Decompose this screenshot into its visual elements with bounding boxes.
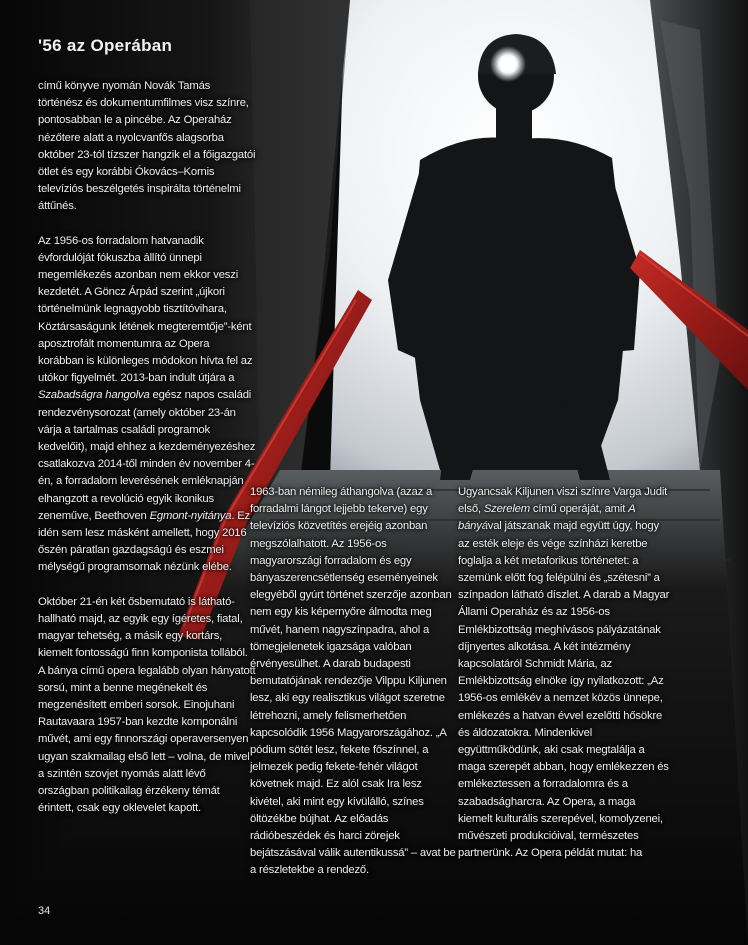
paragraph: Október 21-én két ősbemutató is látható-hallható majd, az egyik egy ígéretes, fiatal, magyar tehetség, a másik egy kortárs, kiemelt fontosságú finn komponista tollából. A bánya című opera legalább olyan hányatott sorsú, mint a benne megénekelt és megzenésített emberi sorsok. Einojuhani Rautavaara 1957-ban kezdte komponálni művét, ami egy finnországi operaversenyen ugyan szakmailag első lett – volna, de mivel a szintén szovjet nyomás alatt lévő országban politikailag érzékeny témát érintett, csak egy oklevelet kapott. — [38, 595, 256, 815]
text-column-2 — [250, 484, 458, 880]
paragraph: Ugyancsak Kiljunen viszi színre Varga Judit első, Szerelem című operáját, amit A bányával játszanak majd együtt úgy, hogy az esték eleje és vége színházi keretbe foglalja a két metaforikus történetet: a szemünk előtt fog felépülni és „szétesni” a színpadon látható díszlet. A darab a Magyar Állami Operaház és az 1956-os Emlékbizottság meghívásos pályázatának díjnyertes alkotása. A két intézmény kapcsolatáról Schmidt Mária, az Emlékbizottság elnöke így nyilatkozott: „Az 1956-os emlékév a nemzet közös ünnepe, emlékezés a hatvan évvel ezelőtti hősökre és áldozatokra. Mindenkivel együttműködünk, aki csak megtalálja a maga szerepét abban, hogy emlékezzen és emlékeztessen a forradalomra és a szabadságharcra. Az Opera, a maga kiemelt kulturális szerepével, komolyzenei, művészeti produkcióival, természetes partnerünk. Az Opera példát mutat: ha — [458, 486, 670, 860]
page-number: 34 — [38, 905, 51, 917]
article-title: '56 az Operában — [38, 36, 173, 55]
paragraph: című könyve nyomán Novák Tamás történész és dokumentumfilmes visz színre, pontosabban le a pincébe. Az Operaház nézőtere alatt a nyolcvanfős alagsorba október 23-tól tízszer hangzik el a főigazgatói ötlet és egy korábbi Ókovács–Kornis televíziós beszélgetés inspirálta történelmi áttűnés. — [38, 80, 256, 213]
paragraph: 1963-ban némileg áthangolva (azaz a forradalmi lángot lejjebb tekerve) egy televíziós közvetítés erejéig azonban megszólalhatott. Az 1956-os magyarországi forradalom és egy bányaszerencsétlenség eseményeinek elegyéből gyúrt történet szerzője azonban nem egy kis képernyőre álmodta meg művét, hanem nagyszínpadra, ahol a tömegjelenetek igazsága valóban érvényesülhet. A darab budapesti bemutatójának rendezője Vilppu Kiljunen lesz, aki egy realisztikus világot szeretne létrehozni, amely felismerhetően kapcsolódik 1956 Magyarországához. „A pódium sötét lesz, fekete főszínnel, a jelmezek pedig fekete-fehér világot követnek majd. Ez alól csak Ira lesz kivétel, aki mint egy kívülálló, színes öltözékbe bújhat. Az előadás rádióbeszédek és harci zörejek bejátszásával válik autentikussá” – avat be a részletekbe a rendező. — [250, 486, 456, 877]
text-column-1 — [38, 78, 256, 817]
paragraph: Az 1956-os forradalom hatvanadik évfordulóját fókuszba állító ünnepi megemlékezés azonban nem ekkor veszi kezdetét. A Göncz Árpád szerint „újkori történelmünk legnagyobb tisztítóvihara, Köztársaságunk létének megteremtője”-ként aposztrofált momentumra az Opera korábban is különleges módokon hívta fel az utókor figyelmét. 2013-ban indult útjára a Szabadságra hangolva egész napos családi rendezvénysorozat (amely október 23-án várja a tartalmas családi programok kedvelőit), majd ehhez a kezdeményezéshez csatlakozva 2014-től minden év november 4-én, a forradalom leverésének emléknapján elhangzott a revolúció egyik ikonikus zeneműve, Beethoven Egmont-nyitánya. Ez idén sem lesz másként amellett, hogy 2016 őszén páratlan gazdagságú és eszmei mélységű programsornak nézünk elébe. — [38, 234, 256, 574]
text-column-3 — [458, 484, 670, 862]
